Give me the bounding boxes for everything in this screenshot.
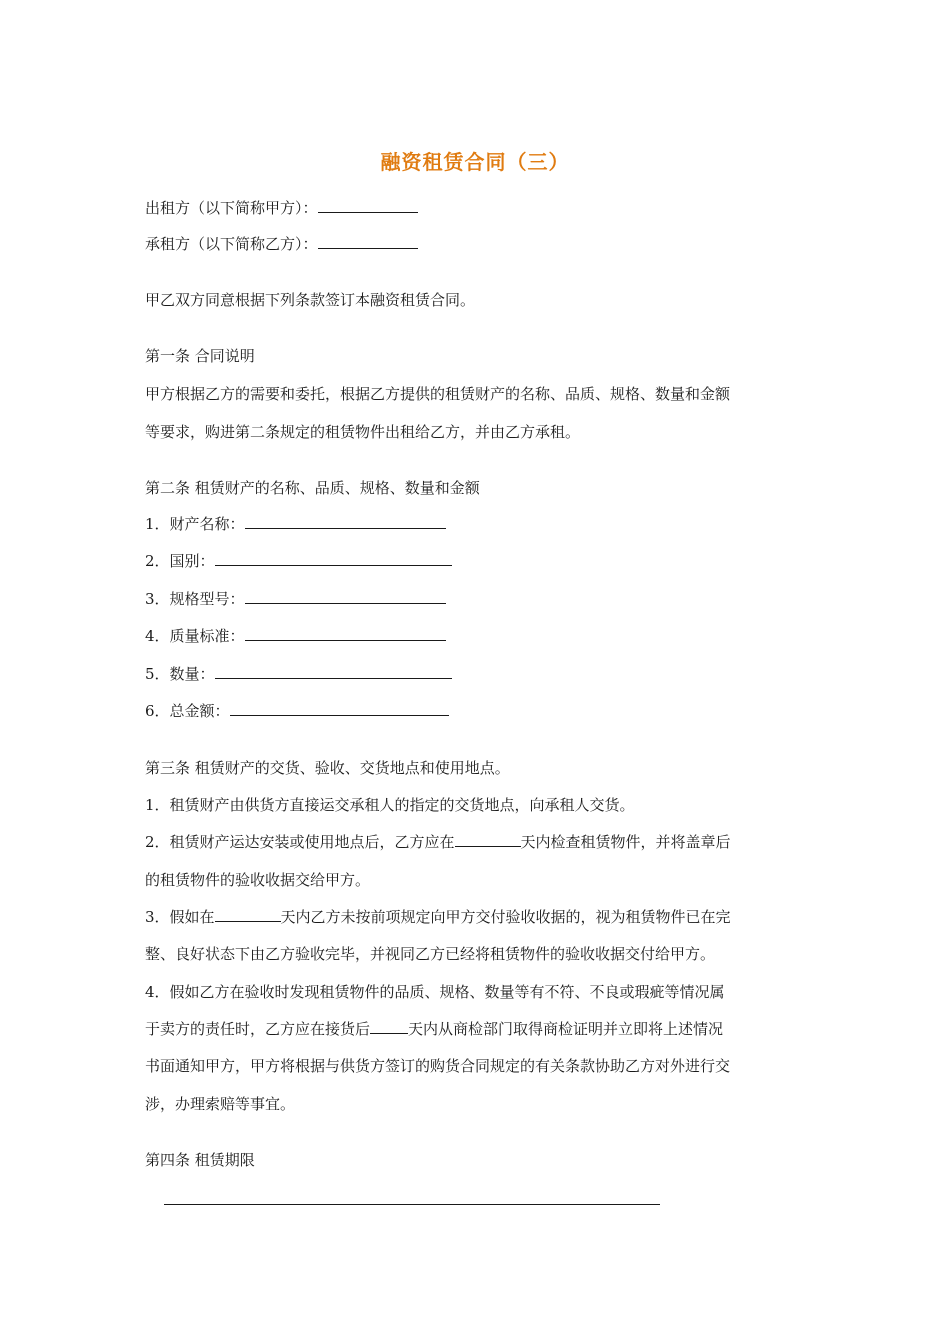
article2-item-quality: [145, 626, 446, 646]
article2-item-amount: [145, 701, 449, 721]
item-label: 5．数量：: [145, 665, 215, 683]
article3-p2-line1: [145, 832, 731, 852]
days-blank: [455, 832, 521, 847]
article2-heading: 第二条 租赁财产的名称、品质、规格、数量和金额: [145, 479, 480, 497]
article1-heading: 第一条 合同说明: [145, 347, 255, 365]
item-blank: [245, 589, 446, 604]
p3-text-a: 3．假如在: [145, 908, 215, 926]
item-blank: [245, 514, 446, 529]
lessee-blank: [318, 234, 418, 249]
item-blank: [230, 701, 449, 716]
article3-p4-line2: [145, 1019, 723, 1039]
item-label: 4．质量标准：: [145, 627, 245, 645]
article4-heading: 第四条 租赁期限: [145, 1151, 255, 1169]
p2-text-a: 2．租赁财产运达安装或使用地点后，乙方应在: [145, 833, 455, 851]
lessee-label: 承租方（以下简称乙方）：: [145, 235, 318, 253]
article3-p4-line4: 涉，办理索赔等事宜。: [145, 1095, 296, 1113]
item-blank: [245, 626, 446, 641]
article3-p4-line3: 书面通知甲方，甲方将根据与供货方签订的购货合同规定的有关条款协助乙方对外进行交: [145, 1057, 731, 1075]
article3-p1: 1．租赁财产由供货方直接运交承租人的指定的交货地点，向承租人交货。: [145, 796, 635, 814]
p2-text-b: 天内检查租赁物件，并将盖章后: [520, 833, 731, 851]
article2-item-quantity: [145, 664, 452, 684]
lessor-line: [145, 198, 418, 218]
article2-item-name: [145, 514, 446, 534]
p3-text-b: 天内乙方未按前项规定向甲方交付验收收据的，视为租赁物件已在完: [280, 908, 731, 926]
article2-item-model: [145, 589, 446, 609]
lessor-label: 出租方（以下简称甲方）：: [145, 199, 318, 217]
article4-blank-line: [164, 1204, 660, 1205]
page-title: 融资租赁合同（三）: [380, 150, 570, 174]
item-label: 3．规格型号：: [145, 590, 245, 608]
article2-item-country: [145, 551, 452, 571]
article3-p4-line1: 4．假如乙方在验收时发现租赁物件的品质、规格、数量等有不符、不良或瑕疵等情况属: [145, 983, 725, 1001]
lessee-line: [145, 234, 418, 254]
item-blank: [215, 551, 452, 566]
item-label: 1．财产名称：: [145, 515, 245, 533]
article1-line-1: 甲方根据乙方的需要和委托，根据乙方提供的租赁财产的名称、品质、规格、数量和金额: [145, 385, 731, 403]
days-blank: [370, 1019, 408, 1034]
item-label: 2．国别：: [145, 552, 215, 570]
item-blank: [215, 664, 452, 679]
item-label: 6．总金额：: [145, 702, 230, 720]
article3-p3-line2: 整、良好状态下由乙方验收完毕，并视同乙方已经将租赁物件的验收收据交付给甲方。: [145, 945, 716, 963]
days-blank: [215, 907, 281, 922]
article3-p3-line1: [145, 907, 731, 927]
lessor-blank: [318, 198, 418, 213]
p4-text-c: 天内从商检部门取得商检证明并立即将上述情况: [408, 1020, 724, 1038]
p4-text-b: 于卖方的责任时，乙方应在接货后: [145, 1020, 371, 1038]
article3-p2-line2: 的租赁物件的验收收据交给甲方。: [145, 871, 371, 889]
article1-line-2: 等要求，购进第二条规定的租赁物件出租给乙方，并由乙方承租。: [145, 423, 581, 441]
article3-heading: 第三条 租赁财产的交货、验收、交货地点和使用地点。: [145, 759, 510, 777]
intro-text: 甲乙双方同意根据下列条款签订本融资租赁合同。: [145, 291, 476, 309]
